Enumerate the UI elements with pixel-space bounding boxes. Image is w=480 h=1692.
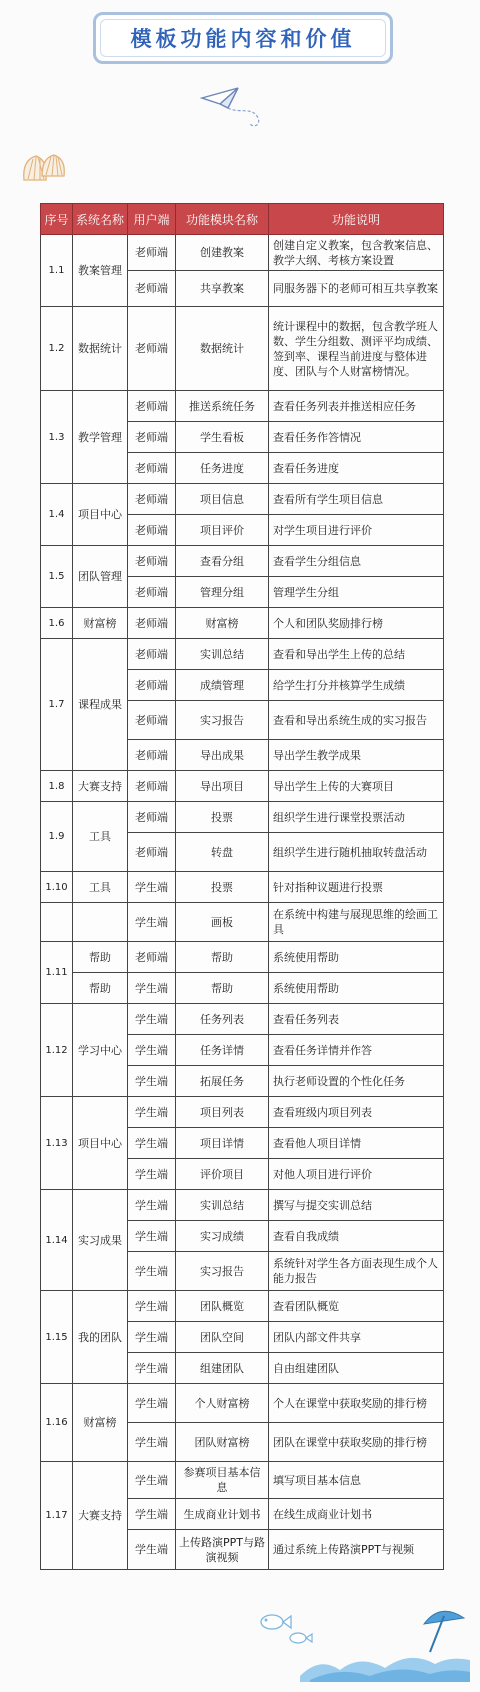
module-cell: 任务列表 [176, 1004, 269, 1035]
table-row [41, 973, 444, 1004]
description-cell: 查看他人项目详情 [269, 1128, 444, 1159]
description-cell: 对他人项目进行评价 [269, 1159, 444, 1190]
seq-cell: 1.1 [41, 235, 73, 307]
description-cell: 查看和导出学生上传的总结 [269, 639, 444, 670]
description-cell: 查看任务详情并作答 [269, 1035, 444, 1066]
user-cell: 老师端 [128, 422, 176, 453]
description-cell: 系统使用帮助 [269, 942, 444, 973]
description-cell: 系统使用帮助 [269, 973, 444, 1004]
module-cell: 项目信息 [176, 484, 269, 515]
user-cell: 老师端 [128, 546, 176, 577]
fish-icon [250, 1608, 320, 1648]
description-cell: 团队内部文件共享 [269, 1322, 444, 1353]
module-cell: 实习报告 [176, 1252, 269, 1291]
user-cell: 老师端 [128, 701, 176, 740]
system-cell: 大赛支持 [73, 771, 128, 802]
system-cell: 帮助 [73, 942, 128, 973]
user-cell: 老师端 [128, 833, 176, 872]
seq-cell: 1.5 [41, 546, 73, 608]
user-cell: 学生端 [128, 1530, 176, 1570]
module-cell: 实训总结 [176, 1190, 269, 1221]
user-cell: 老师端 [128, 802, 176, 833]
module-cell: 上传路演PPT与路演视频 [176, 1530, 269, 1570]
table-row [41, 484, 444, 515]
seq-cell: 1.3 [41, 391, 73, 484]
description-cell: 同服务器下的老师可相互共享教案 [269, 271, 444, 307]
header-module: 功能模块名称 [176, 204, 269, 235]
table-row [41, 1384, 444, 1423]
system-cell: 工具 [73, 872, 128, 903]
module-cell: 团队概览 [176, 1291, 269, 1322]
system-cell: 财富榜 [73, 608, 128, 639]
table-row [41, 1462, 444, 1499]
table-body [41, 235, 444, 1570]
user-cell: 老师端 [128, 515, 176, 546]
description-cell: 在线生成商业计划书 [269, 1499, 444, 1530]
seq-cell: 1.9 [41, 802, 73, 872]
module-cell: 画板 [176, 903, 269, 942]
seq-cell: 1.2 [41, 307, 73, 391]
description-cell: 针对指种议题进行投票 [269, 872, 444, 903]
description-cell: 管理学生分组 [269, 577, 444, 608]
user-cell: 学生端 [128, 1004, 176, 1035]
seq-cell: 1.12 [41, 1004, 73, 1097]
module-cell: 项目评价 [176, 515, 269, 546]
user-cell: 学生端 [128, 1159, 176, 1190]
description-cell: 查看和导出系统生成的实习报告 [269, 701, 444, 740]
description-cell: 在系统中构建与展现思维的绘画工具 [269, 903, 444, 942]
seq-cell: 1.16 [41, 1384, 73, 1462]
user-cell: 老师端 [128, 639, 176, 670]
user-cell: 老师端 [128, 307, 176, 391]
module-cell: 团队空间 [176, 1322, 269, 1353]
user-cell: 老师端 [128, 271, 176, 307]
table-row [41, 391, 444, 422]
table-row [41, 771, 444, 802]
module-cell: 数据统计 [176, 307, 269, 391]
user-cell: 学生端 [128, 1066, 176, 1097]
seq-cell: 1.7 [41, 639, 73, 771]
description-cell: 查看团队概览 [269, 1291, 444, 1322]
description-cell: 个人在课堂中获取奖励的排行榜 [269, 1384, 444, 1423]
seq-cell: 1.11 [41, 942, 73, 1004]
user-cell: 学生端 [128, 1190, 176, 1221]
table-header-row [41, 204, 444, 235]
user-cell: 学生端 [128, 1221, 176, 1252]
system-cell: 数据统计 [73, 307, 128, 391]
description-cell: 个人和团队奖励排行榜 [269, 608, 444, 639]
seq-cell: 1.14 [41, 1190, 73, 1291]
module-cell: 参赛项目基本信息 [176, 1462, 269, 1499]
description-cell: 团队在课堂中获取奖励的排行榜 [269, 1423, 444, 1462]
user-cell: 学生端 [128, 1423, 176, 1462]
title-frame [93, 12, 393, 64]
header-description: 功能说明 [269, 204, 444, 235]
description-cell: 查看任务列表 [269, 1004, 444, 1035]
seq-cell: 1.6 [41, 608, 73, 639]
seq-cell [41, 903, 73, 942]
table-row [41, 1097, 444, 1128]
seq-cell: 1.10 [41, 872, 73, 903]
seq-cell: 1.4 [41, 484, 73, 546]
module-cell: 帮助 [176, 942, 269, 973]
module-cell: 管理分组 [176, 577, 269, 608]
description-cell: 查看任务作答情况 [269, 422, 444, 453]
user-cell: 老师端 [128, 670, 176, 701]
user-cell: 学生端 [128, 1097, 176, 1128]
user-cell: 学生端 [128, 1322, 176, 1353]
table-row [41, 546, 444, 577]
user-cell: 学生端 [128, 1128, 176, 1159]
description-cell: 查看任务列表并推送相应任务 [269, 391, 444, 422]
module-cell: 组建团队 [176, 1353, 269, 1384]
module-cell: 任务进度 [176, 453, 269, 484]
table-row [41, 903, 444, 942]
system-cell: 大赛支持 [73, 1462, 128, 1570]
table-row [41, 1004, 444, 1035]
seq-cell: 1.15 [41, 1291, 73, 1384]
user-cell: 学生端 [128, 1291, 176, 1322]
user-cell: 老师端 [128, 484, 176, 515]
description-cell: 组织学生进行随机抽取转盘活动 [269, 833, 444, 872]
system-cell: 课程成果 [73, 639, 128, 771]
user-cell: 老师端 [128, 577, 176, 608]
description-cell: 对学生项目进行评价 [269, 515, 444, 546]
system-cell: 我的团队 [73, 1291, 128, 1384]
module-cell: 投票 [176, 802, 269, 833]
seq-cell: 1.13 [41, 1097, 73, 1190]
module-cell: 项目详情 [176, 1128, 269, 1159]
module-cell: 共享教案 [176, 271, 269, 307]
system-cell: 教学管理 [73, 391, 128, 484]
description-cell: 查看所有学生项目信息 [269, 484, 444, 515]
module-cell: 实训总结 [176, 639, 269, 670]
module-cell: 任务详情 [176, 1035, 269, 1066]
description-cell: 查看任务进度 [269, 453, 444, 484]
system-cell: 团队管理 [73, 546, 128, 608]
module-cell: 实习报告 [176, 701, 269, 740]
user-cell: 老师端 [128, 740, 176, 771]
module-cell: 导出成果 [176, 740, 269, 771]
header-seq: 序号 [41, 204, 73, 235]
module-cell: 成绩管理 [176, 670, 269, 701]
table-row [41, 235, 444, 271]
title-inner-frame [100, 19, 386, 57]
table-row [41, 1291, 444, 1322]
description-cell: 创建自定义教案，包含教案信息、教学大纲、考核方案设置 [269, 235, 444, 271]
table-row [41, 802, 444, 833]
user-cell: 学生端 [128, 903, 176, 942]
user-cell: 老师端 [128, 608, 176, 639]
table-row [41, 608, 444, 639]
user-cell: 老师端 [128, 942, 176, 973]
module-cell: 实习成绩 [176, 1221, 269, 1252]
user-cell: 学生端 [128, 1252, 176, 1291]
description-cell: 查看班级内项目列表 [269, 1097, 444, 1128]
header-user: 用户端 [128, 204, 176, 235]
system-cell: 工具 [73, 802, 128, 872]
user-cell: 学生端 [128, 1462, 176, 1499]
user-cell: 学生端 [128, 973, 176, 1004]
shell-icon [20, 150, 68, 188]
system-cell: 财富榜 [73, 1384, 128, 1462]
module-cell: 帮助 [176, 973, 269, 1004]
module-cell: 财富榜 [176, 608, 269, 639]
wave-icon [300, 1646, 470, 1682]
user-cell: 学生端 [128, 1035, 176, 1066]
table-row [41, 1190, 444, 1221]
description-cell: 查看自我成绩 [269, 1221, 444, 1252]
function-table [40, 203, 444, 1570]
paper-plane-icon [198, 84, 268, 130]
module-cell: 团队财富榜 [176, 1423, 269, 1462]
system-cell: 项目中心 [73, 1097, 128, 1190]
system-cell: 教案管理 [73, 235, 128, 307]
module-cell: 个人财富榜 [176, 1384, 269, 1423]
description-cell: 给学生打分并核算学生成绩 [269, 670, 444, 701]
table-row [41, 872, 444, 903]
user-cell: 老师端 [128, 391, 176, 422]
seq-cell: 1.8 [41, 771, 73, 802]
description-cell: 自由组建团队 [269, 1353, 444, 1384]
module-cell: 生成商业计划书 [176, 1499, 269, 1530]
description-cell: 查看学生分组信息 [269, 546, 444, 577]
user-cell: 学生端 [128, 872, 176, 903]
module-cell: 投票 [176, 872, 269, 903]
description-cell: 撰写与提交实训总结 [269, 1190, 444, 1221]
system-cell [73, 903, 128, 942]
system-cell: 实习成果 [73, 1190, 128, 1291]
description-cell: 导出学生教学成果 [269, 740, 444, 771]
module-cell: 学生看板 [176, 422, 269, 453]
seq-cell: 1.17 [41, 1462, 73, 1570]
module-cell: 评价项目 [176, 1159, 269, 1190]
user-cell: 老师端 [128, 453, 176, 484]
user-cell: 老师端 [128, 235, 176, 271]
description-cell: 统计课程中的数据，包含教学班人数、学生分组数、测评平均成绩、签到率、课程当前进度与整体进度、团队与个人财富榜情况。 [269, 307, 444, 391]
description-cell: 填写项目基本信息 [269, 1462, 444, 1499]
module-cell: 查看分组 [176, 546, 269, 577]
system-cell: 学习中心 [73, 1004, 128, 1097]
module-cell: 导出项目 [176, 771, 269, 802]
system-cell: 帮助 [73, 973, 128, 1004]
description-cell: 系统针对学生各方面表现生成个人能力报告 [269, 1252, 444, 1291]
user-cell: 老师端 [128, 771, 176, 802]
user-cell: 学生端 [128, 1353, 176, 1384]
page-title: 模板功能内容和价值 [130, 27, 356, 51]
module-cell: 转盘 [176, 833, 269, 872]
module-cell: 项目列表 [176, 1097, 269, 1128]
header-system: 系统名称 [73, 204, 128, 235]
description-cell: 通过系统上传路演PPT与视频 [269, 1530, 444, 1570]
module-cell: 推送系统任务 [176, 391, 269, 422]
table-row [41, 942, 444, 973]
module-cell: 创建教案 [176, 235, 269, 271]
module-cell: 拓展任务 [176, 1066, 269, 1097]
user-cell: 学生端 [128, 1499, 176, 1530]
table-row [41, 307, 444, 391]
table-row [41, 639, 444, 670]
system-cell: 项目中心 [73, 484, 128, 546]
description-cell: 导出学生上传的大赛项目 [269, 771, 444, 802]
description-cell: 组织学生进行课堂投票活动 [269, 802, 444, 833]
description-cell: 执行老师设置的个性化任务 [269, 1066, 444, 1097]
user-cell: 学生端 [128, 1384, 176, 1423]
